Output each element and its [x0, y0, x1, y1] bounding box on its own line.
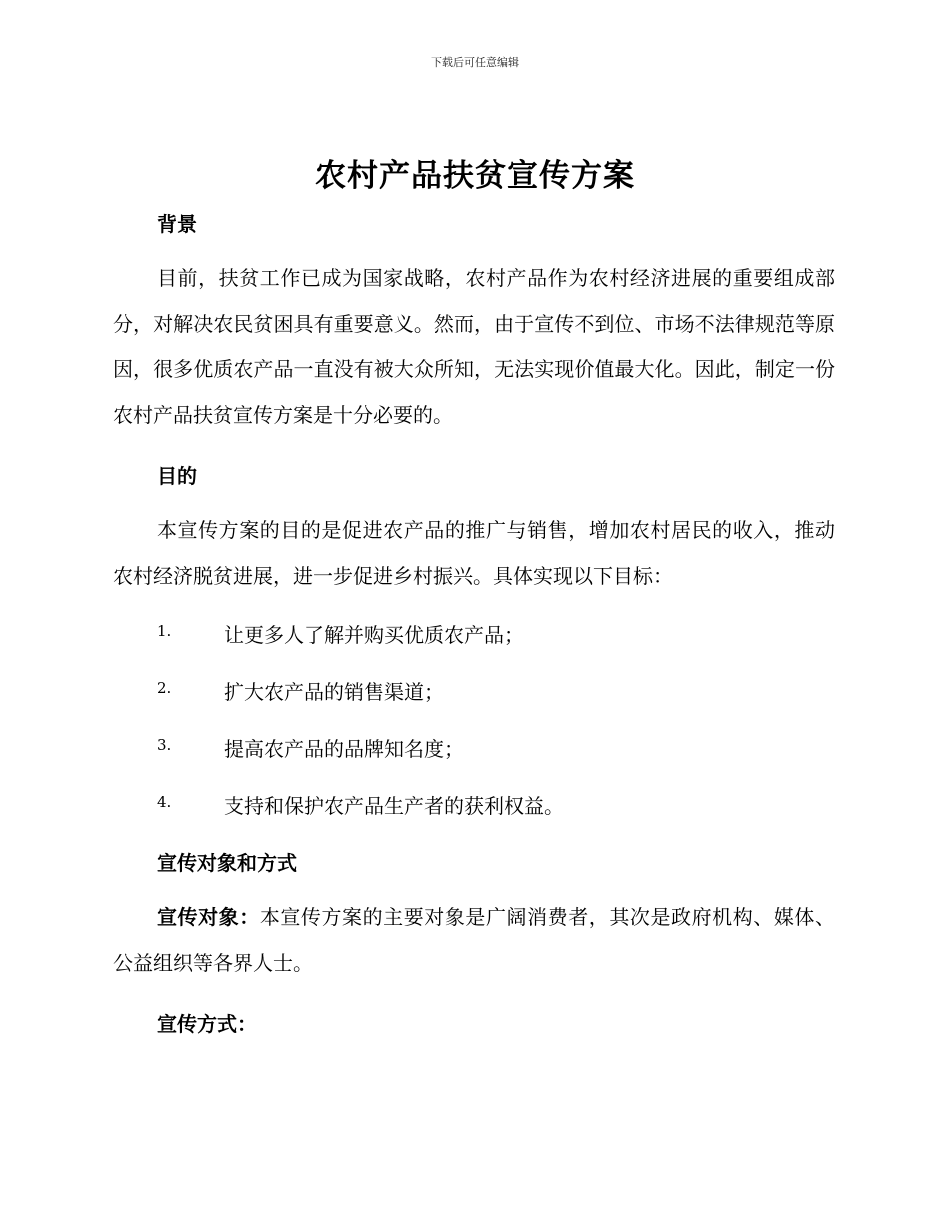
- goal-text: 支持和保护农产品生产者的获利权益。: [224, 794, 564, 818]
- target-text: 本宣传方案的主要对象是广阔消费者，其次是政府机构、媒体、公益组织等各界人士。: [113, 905, 835, 975]
- goal-number: 2.: [157, 679, 172, 697]
- background-paragraph: 目前，扶贫工作已成为国家战略，农村产品作为农村经济进展的重要组成部分，对解决农民贫困具有重要意义。然而，由于宣传不到位、市场不法律规范等原因，很多优质农产品一直没有被大众所知，无法实现价值最大化。因此，制定一份农村产品扶贫宣传方案是十分必要的。: [113, 266, 835, 427]
- goal-text: 提高农产品的品牌知名度；: [224, 737, 464, 761]
- section-heading-audience: 宣传对象和方式: [157, 851, 297, 875]
- target-label: 宣传对象：: [157, 905, 260, 929]
- goal-number: 3.: [157, 736, 172, 754]
- goal-number: 1.: [157, 622, 172, 640]
- method-label: 宣传方式：: [157, 1012, 257, 1036]
- document-title: 农村产品扶贫宣传方案: [315, 158, 635, 194]
- header-note: 下载后可任意编辑: [431, 56, 519, 69]
- goal-text: 扩大农产品的销售渠道；: [224, 680, 444, 704]
- section-heading-purpose: 目的: [157, 464, 197, 488]
- purpose-paragraph: 本宣传方案的目的是促进农产品的推广与销售，增加农村居民的收入，推动农村经济脱贫进展，进一步促进乡村振兴。具体实现以下目标：: [113, 518, 835, 588]
- goal-text: 让更多人了解并购买优质农产品；: [224, 623, 524, 647]
- goal-number: 4.: [157, 793, 172, 811]
- audience-paragraph: [113, 895, 835, 986]
- section-heading-background: 背景: [157, 212, 197, 236]
